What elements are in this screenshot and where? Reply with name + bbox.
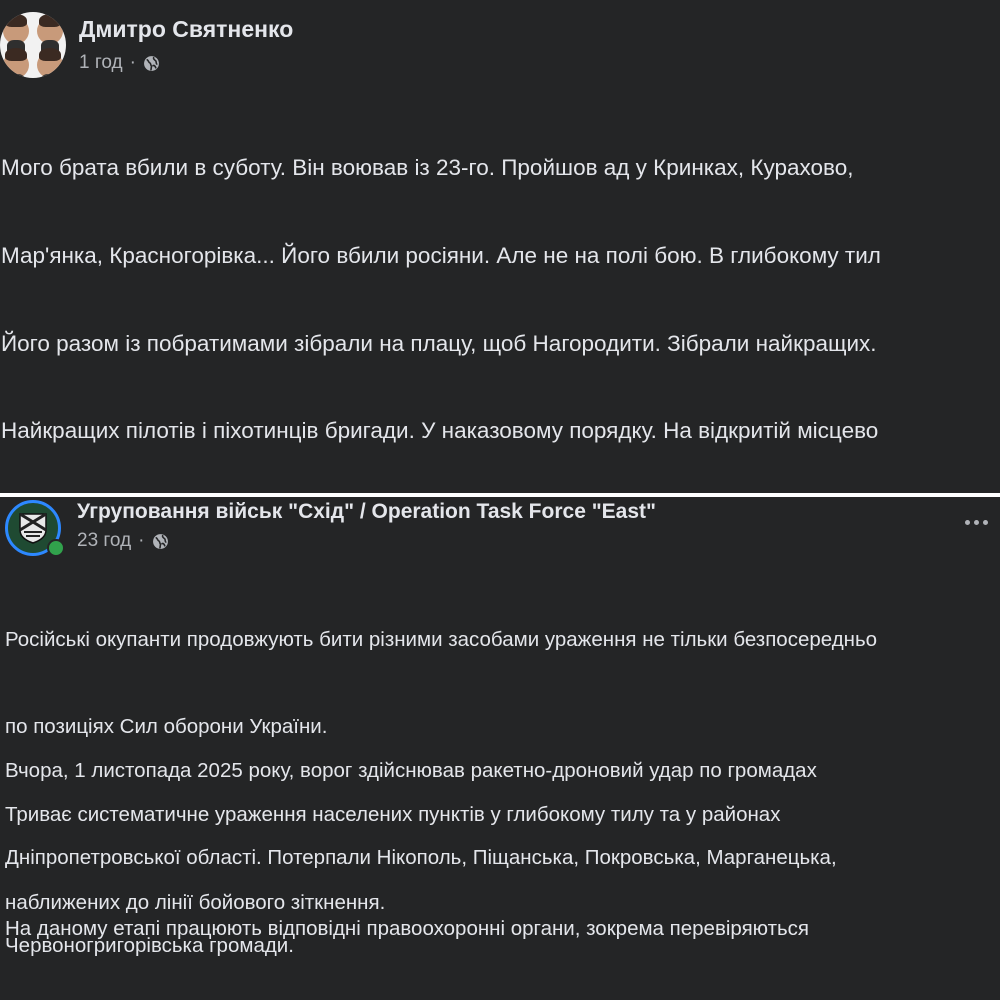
text-line: наближених до лінії бойового зіткнення.	[5, 891, 386, 915]
text-line: Найкращих пілотів і піхотинців бригади. У наказовому порядку. На відкритій місцево	[1, 418, 879, 444]
text-line: Його разом із побратимами зібрали на плацу, щоб Нагородити. Зібрали найкращих.	[1, 330, 877, 356]
more-options-button[interactable]	[958, 508, 994, 536]
post-timestamp[interactable]: 1 год	[79, 52, 123, 73]
text-line: Триває систематичне ураження населених пунктів у глибокому тилу та у районах	[5, 803, 781, 827]
text-line: Російські окупанти продовжують бити різними засобами ураження не тільки безпосередньо	[5, 627, 878, 651]
text-line: Мого брата вбили в суботу. Він воював із 23-го. Пройшов ад у Кринках, Курахово,	[1, 155, 854, 181]
online-status-dot	[47, 539, 65, 557]
text-line: Вчора, 1 листопада 2025 року, ворог здійснював ракетно-дроновий удар по громадах	[5, 758, 817, 782]
text-line: Червоногригорівська громади.	[5, 934, 294, 958]
meta-separator: ·	[129, 52, 136, 73]
text-line: Дніпропетровської області. Потерпали Нікополь, Піщанська, Покровська, Марганецька,	[5, 846, 837, 870]
text-line: Мар'янка, Красногорівка... Його вбили росіяни. Але не на полі бою. В глибокому тил	[1, 243, 881, 269]
text-line: На даному етапі працюють відповідні правоохоронні органи, зокрема перевіряються	[5, 916, 810, 940]
post-paragraph	[5, 855, 839, 1000]
page-name[interactable]: Угруповання військ "Схід" / Operation Task Force "East"	[77, 500, 656, 523]
shield-emblem-icon	[18, 512, 48, 544]
post-timestamp[interactable]: 23 год	[77, 530, 132, 551]
author-name[interactable]: Дмитро Святненко	[79, 16, 294, 42]
more-horizontal-icon	[965, 520, 970, 525]
more-horizontal-icon	[974, 520, 979, 525]
meta-separator: ·	[138, 530, 145, 551]
text-line: по позиціях Сил оборони України.	[5, 715, 328, 739]
more-horizontal-icon	[983, 520, 988, 525]
globe-icon[interactable]	[152, 533, 169, 550]
post-meta	[77, 530, 169, 552]
